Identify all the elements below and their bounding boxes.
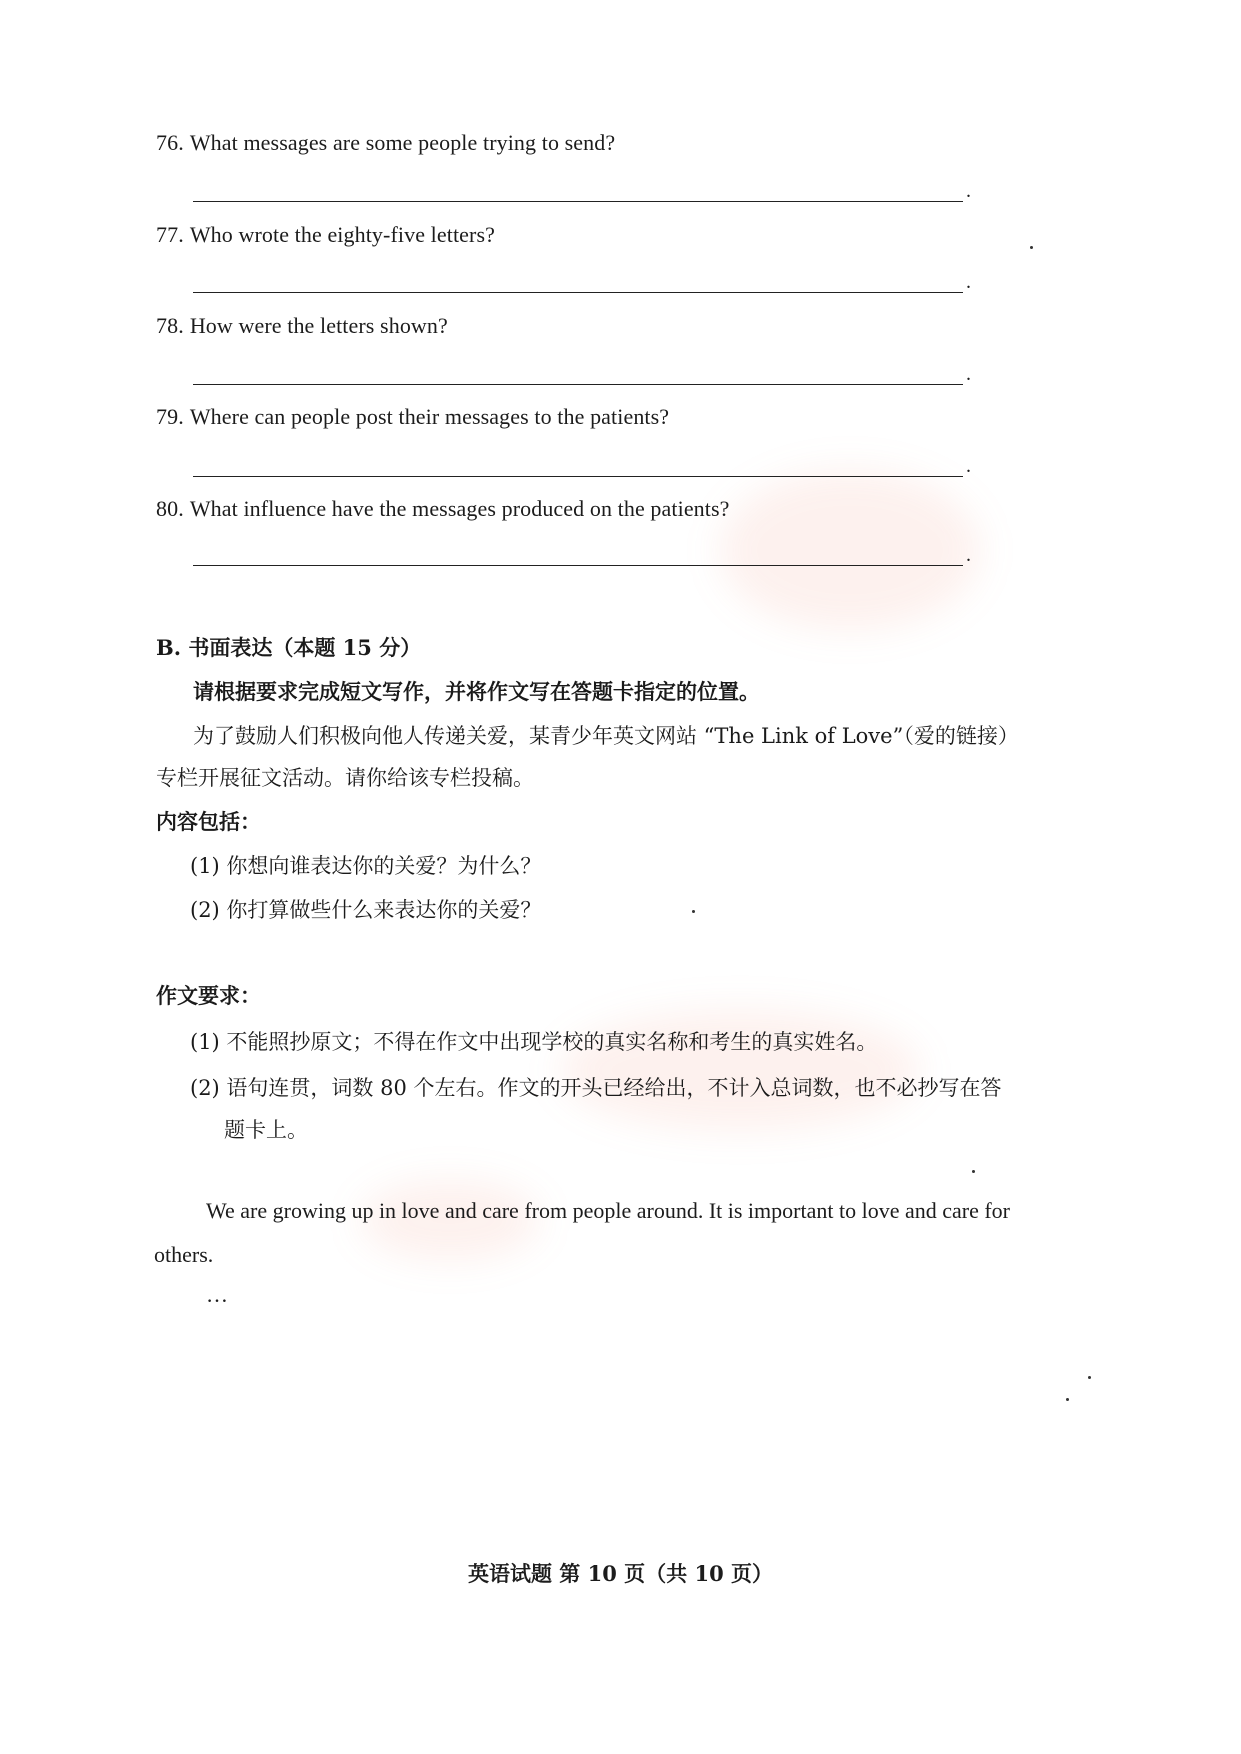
requirement-1: (1) 不能照抄原文；不得在作文中出现学校的真实名称和考生的真实姓名。: [190, 1030, 878, 1054]
scan-speck: [1088, 1376, 1091, 1379]
scan-speck: [972, 1170, 975, 1173]
question-78: [156, 313, 448, 339]
scan-speck: [1030, 246, 1033, 249]
question-79: [156, 404, 669, 430]
question-text: Where can people post their messages to the patients?: [189, 404, 670, 429]
question-80: [156, 496, 730, 522]
section-b-instruction: 请根据要求完成短文写作，并将作文写在答题卡指定的位置。: [193, 679, 760, 704]
question-76: [156, 130, 615, 156]
answer-line-78: [193, 384, 963, 385]
answer-line-80: [193, 565, 963, 566]
scan-speck: [692, 910, 695, 913]
question-number: 79.: [156, 404, 184, 429]
page-footer: 英语试题 第 10 页（共 10 页）: [467, 1561, 773, 1586]
question-number: 80.: [156, 496, 184, 521]
essay-start-line-1: We are growing up in love and care from people around. It is important to love and care for: [206, 1198, 1010, 1223]
question-77: [156, 222, 495, 248]
essay-ellipsis: …: [206, 1282, 228, 1307]
question-text: Who wrote the eighty-five letters?: [189, 222, 495, 247]
answer-line-77: [193, 292, 963, 293]
content-item-2: (2) 你打算做些什么来表达你的关爱？: [190, 898, 542, 922]
requirement-2-line-2: 题卡上。: [224, 1118, 308, 1142]
requirements-heading: 作文要求：: [156, 983, 261, 1008]
section-b-heading: B. 书面表达（本题 15 分）: [156, 635, 422, 660]
question-text: What messages are some people trying to send?: [189, 130, 616, 155]
writing-prompt-line-2: 专栏开展征文活动。请你给该专栏投稿。: [156, 766, 534, 790]
content-heading: 内容包括：: [156, 809, 261, 834]
requirement-2-line-1: (2) 语句连贯，词数 80 个左右。作文的开头已经给出，不计入总词数，也不必抄写在答: [190, 1076, 1002, 1100]
stain: [720, 470, 980, 630]
question-text: What influence have the messages produced on the patients?: [189, 496, 730, 521]
answer-line-76: [193, 201, 963, 202]
question-number: 77.: [156, 222, 184, 247]
content-item-1: (1) 你想向谁表达你的关爱？为什么？: [190, 854, 542, 878]
scan-speck: [1066, 1398, 1069, 1401]
answer-line-79: [193, 476, 963, 477]
essay-start-line-2: others.: [154, 1242, 214, 1267]
question-text: How were the letters shown?: [189, 313, 448, 338]
question-number: 76.: [156, 130, 184, 155]
question-number: 78.: [156, 313, 184, 338]
writing-prompt-line-1: 为了鼓励人们积极向他人传递关爱，某青少年英文网站 “The Link of Love”（爱的链接）: [193, 724, 1019, 748]
